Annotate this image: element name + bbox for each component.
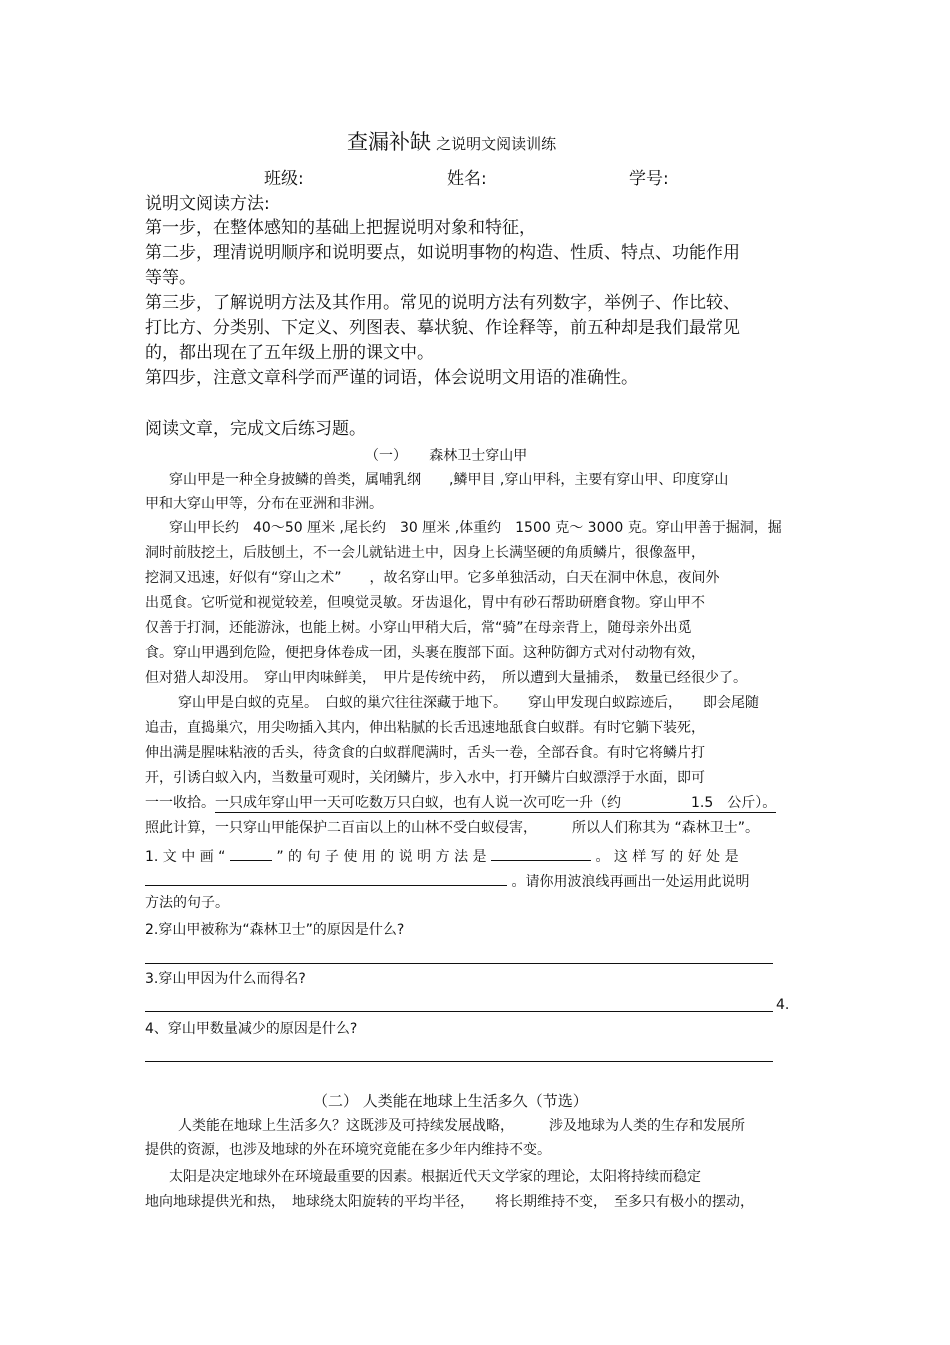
method-line: 等等。	[145, 268, 196, 288]
article1-line: 穿山甲长约 40～50 厘米 ,尾长约 30 厘米 ,体重约 1500 克～ 3000 克。穿山甲善于掘洞，掘	[169, 520, 782, 536]
method-line: 第三步，了解说明方法及其作用。常见的说明方法有列数字，举例子、作比较、	[145, 293, 740, 313]
reading-instruction: 阅读文章，完成文后练习题。	[145, 419, 366, 439]
question-1-text-c: 。 这 样 写 的 好 处 是	[595, 849, 739, 865]
article1-line: 食。穿山甲遇到危险，便把身体卷成一团，头裹在腹部下面。这种防御方式对付动物有效，	[145, 645, 705, 661]
article1-heading	[365, 448, 527, 464]
method-line: 第四步，注意文章科学而严谨的词语，体会说明文用语的准确性。	[145, 368, 638, 388]
title-main: 查漏补缺	[347, 130, 431, 154]
article2-title: 人类能在地球上生活多久（节选）	[362, 1092, 588, 1110]
article1-line: 出觅食。它听觉和视觉较差，但嗅觉灵敏。牙齿退化，胃中有砂石帮助研磨食物。穿山甲不	[145, 595, 705, 611]
article2-line: 地向地球提供光和热， 地球绕太阳旋转的平均半径， 将长期维持不变， 至多只有极小的摆动，	[145, 1194, 754, 1210]
answer-line-4[interactable]	[145, 1061, 773, 1062]
article1-line: 穿山甲是白蚁的克星。 白蚁的巢穴往往深藏于地下。 穿山甲发现白蚁踪迹后， 即会尾随	[178, 695, 759, 711]
article2-line: 人类能在地球上生活多久？这既涉及可持续发展战略， 涉及地球为人类的生存和发展所	[178, 1118, 745, 1134]
answer-line-3[interactable]	[145, 1011, 773, 1012]
question-1-text-e: 方法的句子。	[145, 895, 229, 911]
article2-line: 太阳是决定地球外在环境最重要的因素。根据近代天文学家的理论，太阳将持续而稳定	[169, 1169, 701, 1185]
article1-line: 照此计算，一只穿山甲能保护二百亩以上的山林不受白蚁侵害， 所以人们称其为 “森林卫士”。	[145, 820, 759, 836]
class-label: 班级:	[264, 169, 304, 189]
article1-line	[145, 795, 776, 811]
method-heading: 说明文阅读方法:	[145, 194, 270, 214]
question-3: 3.穿山甲因为什么而得名?	[145, 971, 306, 987]
question-1	[145, 846, 739, 865]
article1-line: 但对猎人却没用。 穿山甲肉味鲜美， 甲片是传统中药， 所以遭到大量捕杀， 数量已经很少了。	[145, 670, 747, 686]
name-label: 姓名:	[447, 169, 487, 189]
question-1-text-a: 1. 文 中 画 “	[145, 849, 226, 865]
article1-line: 洞时前肢挖土，后肢刨土，不一会儿就钻进土中，因身上长满坚硬的角质鳞片，很像盔甲，	[145, 545, 705, 561]
question-3-tail: 4.	[776, 997, 790, 1013]
article1-line: 追击，直捣巢穴，用尖吻插入其内，伸出粘腻的长舌迅速地舐食白蚁群。有时它躺下装死，	[145, 720, 705, 736]
article1-title: 森林卫士穿山甲	[429, 448, 528, 464]
question-1-text-b: ” 的 句 子 使 用 的 说 明 方 法 是	[276, 849, 487, 865]
article2-number: （二）	[313, 1092, 359, 1110]
answer-blank-sentence[interactable]	[230, 846, 272, 861]
article1-line-prefix: 一一收拾。	[145, 795, 215, 811]
method-line: 第一步，在整体感知的基础上把握说明对象和特征，	[145, 218, 536, 238]
article1-line: 仅善于打洞，还能游泳，也能上树。小穿山甲稍大后，常“骑”在母亲背上，随母亲外出觅	[145, 620, 692, 636]
page-title	[347, 130, 556, 154]
article1-line: 伸出满是腥味粘液的舌头，待贪食的白蚁群爬满时，舌头一卷，全部吞食。有时它将鳞片打	[145, 745, 705, 761]
article1-line: 甲和大穿山甲等，分布在亚洲和非洲。	[145, 496, 383, 512]
question-1-cont	[145, 871, 749, 890]
article1-line: 穿山甲是一种全身披鳞的兽类，属哺乳纲 ,鳞甲目 ,穿山甲科，主要有穿山甲、印度穿山	[169, 472, 729, 488]
answer-line-2[interactable]	[145, 963, 773, 964]
article1-number: （一）	[365, 448, 407, 464]
question-4: 4、穿山甲数量减少的原因是什么?	[145, 1021, 358, 1037]
answer-blank-benefit[interactable]	[145, 871, 507, 886]
title-sub: 之说明文阅读训练	[436, 135, 557, 153]
article1-line: 挖洞又迅速，好似有“穿山之术” ，故名穿山甲。它多单独活动，白天在洞中休息，夜间外	[145, 570, 720, 586]
article2-heading	[313, 1093, 588, 1110]
method-line: 的，都出现在了五年级上册的课文中。	[145, 343, 434, 363]
question-1-text-d: 。请你用波浪线再画出一处运用此说明	[511, 874, 750, 890]
article2-line: 提供的资源，也涉及地球的外在环境究竟能在多少年内维持不变。	[145, 1142, 551, 1158]
article1-line: 开，引诱白蚁入内，当数量可观时，关闭鳞片，步入水中，打开鳞片白蚁漂浮于水面，即可	[145, 770, 705, 786]
underlined-sentence: 一只成年穿山甲一天可吃数万只白蚁，也有人说一次可吃一升（约 1.5 公斤）。	[215, 795, 777, 811]
student-id-label: 学号:	[629, 169, 669, 189]
question-2: 2.穿山甲被称为“森林卫士”的原因是什么?	[145, 922, 405, 938]
answer-blank-method[interactable]	[491, 846, 591, 861]
method-line: 打比方、分类别、下定义、列图表、摹状貌、作诠释等，前五种却是我们最常见	[145, 318, 740, 338]
method-line: 第二步，理清说明顺序和说明要点，如说明事物的构造、性质、特点、功能作用	[145, 243, 740, 263]
